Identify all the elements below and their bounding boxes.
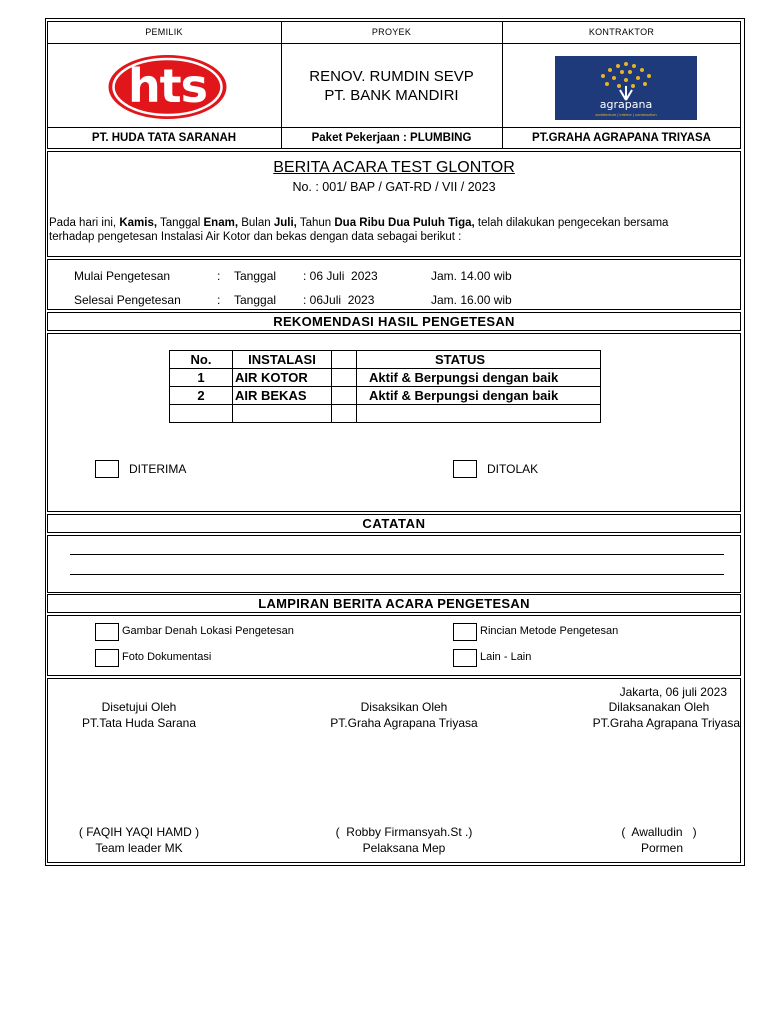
column-header-no: No. [170,351,233,369]
accepted-label: DITERIMA [129,462,187,476]
row-installation: AIR BEKAS [233,387,332,405]
column-header-status: STATUS [357,351,601,369]
divider [47,43,741,44]
table-cell-spacer [332,369,357,387]
accepted-checkbox[interactable] [95,460,119,478]
attachment-label-floor-plan: Gambar Denah Lokasi Pengetesan [122,625,294,637]
table-cell-empty [233,405,332,423]
intro-text: Tanggal [157,217,204,229]
package-name: Paket Pekerjaan : PLUMBING [311,132,472,144]
end-label: Selesai Pengetesan [74,293,181,307]
intro-text: Tahun [296,217,335,229]
recommendation-heading: REKOMENDASI HASIL PENGETESAN [273,314,515,329]
end-date: : 06Juli 2023 [303,293,375,307]
notes-line[interactable] [70,554,724,555]
table-row-empty [170,405,601,423]
end-tanggal: Tanggal [234,293,277,307]
start-time: Jam. 14.00 wib [431,269,512,283]
start-date: : 06 Juli 2023 [303,269,378,283]
project-label: PROYEK [371,27,412,37]
row-status: Aktif & Berpungsi dengan baik [357,369,601,387]
project-title-line2: PT. BANK MANDIRI [324,87,459,104]
signer-name-middle: ( Robby Firmansyah.St .) [335,825,473,839]
end-time: Jam. 16.00 wib [431,293,512,307]
attachment-checkbox-other[interactable] [453,649,477,667]
signer-title-middle: Pelaksana Mep [362,841,446,855]
row-no: 2 [170,387,233,405]
agrapana-logo [555,56,697,120]
signer-role-right: Dilaksanakan Oleh [608,700,710,714]
attachment-checkbox-method[interactable] [453,623,477,641]
attachment-label-other: Lain - Lain [480,651,532,663]
doc-number: No. : 001/ BAP / GAT-RD / VII / 2023 [292,180,496,194]
notes-section [47,535,741,593]
start-tanggal: Tanggal [234,269,277,283]
doc-title: BERITA ACARA TEST GLONTOR [273,159,515,176]
attachment-checkbox-floor-plan[interactable] [95,623,119,641]
attachments-heading: LAMPIRAN BERITA ACARA PENGETESAN [258,596,530,611]
table-cell-spacer [332,351,357,369]
rejected-checkbox[interactable] [453,460,477,478]
intro-day: Kamis, [119,217,158,229]
end-colon: : [217,293,221,307]
attachment-label-photo: Foto Dokumentasi [122,651,212,663]
intro-line2: terhadap pengetesan Instalasi Air Kotor dan bekas dengan data sebagai berikut : [49,231,462,243]
owner-label: PEMILIK [145,27,183,37]
hts-logo-text: hts [127,59,208,113]
hts-logo [106,53,229,121]
signer-company-left: PT.Tata Huda Sarana [81,716,197,730]
table-cell-empty [170,405,233,423]
project-title-line1: RENOV. RUMDIN SEVP [309,68,474,85]
agrapana-logo-tagline: architecture | interior | construction [595,112,657,117]
table-cell-empty [332,405,357,423]
signer-title-left: Team leader MK [95,841,183,855]
contractor-name: PT.GRAHA AGRAPANA TRIYASA [532,132,711,144]
table-cell-empty [357,405,601,423]
contractor-label: KONTRAKTOR [588,27,655,37]
table-header-row [170,351,601,369]
intro-paragraph [49,216,739,244]
place-date: Jakarta, 06 juli 2023 [619,685,727,699]
table-row [170,387,601,405]
column-header-installation: INSTALASI [233,351,332,369]
status-table [169,350,601,423]
intro-month: Juli, [273,217,297,229]
table-row [170,369,601,387]
project-title [281,67,502,105]
owner-name: PT. HUDA TATA SARANAH [91,132,237,144]
attachment-checkbox-photo[interactable] [95,649,119,667]
row-no: 1 [170,369,233,387]
signer-name-right: ( Awalludin ) [621,825,697,839]
signer-company-middle: PT.Graha Agrapana Triyasa [330,716,478,730]
row-installation: AIR KOTOR [233,369,332,387]
intro-text: telah dilakukan pengecekan bersama [474,217,669,229]
signer-name-left: ( FAQIH YAQI HAMD ) [78,825,200,839]
attachment-label-method: Rincian Metode Pengetesan [480,625,619,637]
divider [47,127,741,128]
start-colon: : [217,269,221,283]
signer-title-right: Pormen [640,841,684,855]
rejected-label: DITOLAK [487,462,539,476]
agrapana-logo-text: agrapana [599,98,653,111]
intro-year: Dua Ribu Dua Puluh Tiga, [334,217,475,229]
notes-heading: CATATAN [362,516,426,531]
signer-role-middle: Disaksikan Oleh [360,700,448,714]
intro-text: Bulan [238,217,274,229]
signer-company-right: PT.Graha Agrapana Triyasa [592,716,740,730]
signer-role-left: Disetujui Oleh [101,700,177,714]
doc-title-wrap [47,159,741,177]
start-label: Mulai Pengetesan [74,269,171,283]
table-cell-spacer [332,387,357,405]
intro-line1 [49,216,739,230]
intro-text: Pada hari ini, [49,217,120,229]
row-status: Aktif & Berpungsi dengan baik [357,387,601,405]
divider [502,21,503,149]
notes-line[interactable] [70,574,724,575]
intro-date: Enam, [203,217,239,229]
